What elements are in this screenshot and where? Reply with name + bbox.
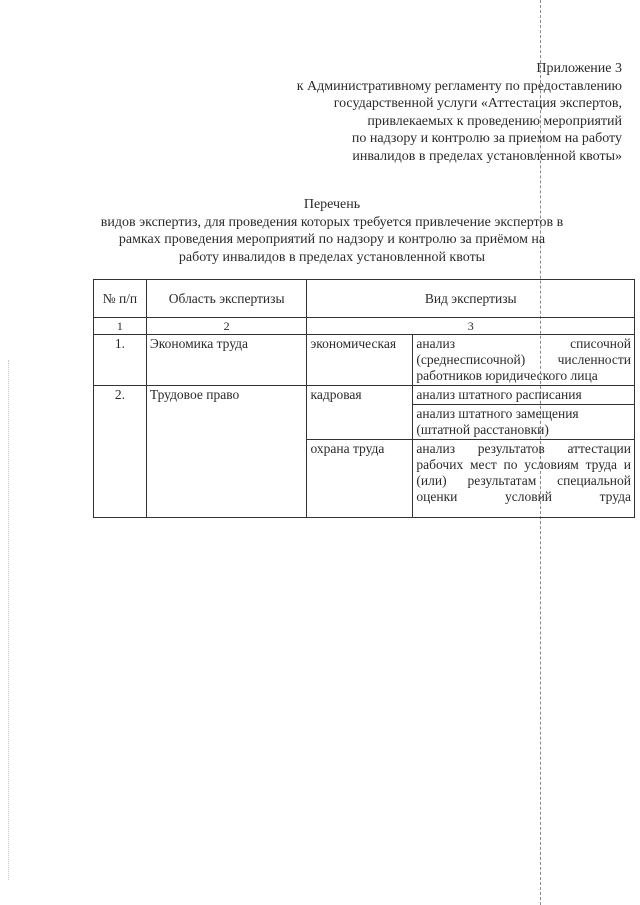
row-item: анализ списочной (среднесписочной) численности работников юридического лица	[413, 335, 635, 386]
header-num: № п/п	[94, 280, 147, 318]
row-item: анализ штатного расписания	[413, 386, 635, 405]
table-row	[94, 386, 635, 405]
row-item: анализ штатного замещения (штатной расстановки)	[413, 405, 635, 440]
col-number: 3	[307, 318, 635, 335]
title-line: работу инвалидов в пределах установленной квоты	[178, 249, 486, 265]
title-heading: Перечень	[303, 197, 361, 212]
row-area: Экономика труда	[146, 335, 307, 386]
appendix-line: к Административному регламенту по предоставлению	[296, 78, 622, 94]
column-number-row	[94, 318, 635, 335]
appendix-header	[222, 60, 622, 166]
row-type: кадровая	[307, 386, 413, 440]
row-num: 2.	[94, 386, 147, 518]
col-number: 2	[146, 318, 307, 335]
row-type: охрана труда	[307, 440, 413, 518]
row-num: 1.	[94, 335, 147, 386]
row-item: анализ результатов аттестации рабочих мест по условиям труда и (или) результатам специальной оценки условий труда	[413, 440, 635, 518]
appendix-line: привлекаемых к проведению мероприятий	[367, 113, 622, 129]
title-line: рамках проведения мероприятий по надзору и контролю за приёмом на	[118, 232, 546, 247]
document-title	[60, 196, 604, 266]
row-type: экономическая	[307, 335, 413, 386]
title-line: видов экспертиз, для проведения которых требуется привлечение экспертов в	[100, 214, 564, 230]
appendix-line: Приложение 3	[536, 61, 622, 76]
header-area: Область экспертизы	[146, 280, 307, 318]
appendix-line: государственной услуги «Аттестация экспертов,	[333, 96, 622, 112]
scan-artifact-line-left	[8, 360, 9, 880]
table-row	[94, 335, 635, 386]
appendix-line: по надзору и контролю за приемом на работу	[351, 131, 622, 147]
appendix-line: инвалидов в пределах установленной квоты»	[352, 148, 622, 164]
col-number: 1	[94, 318, 147, 335]
table-header-row	[94, 280, 635, 318]
expertise-table	[93, 279, 635, 518]
row-area: Трудовое право	[146, 386, 307, 518]
header-kind: Вид экспертизы	[307, 280, 635, 318]
